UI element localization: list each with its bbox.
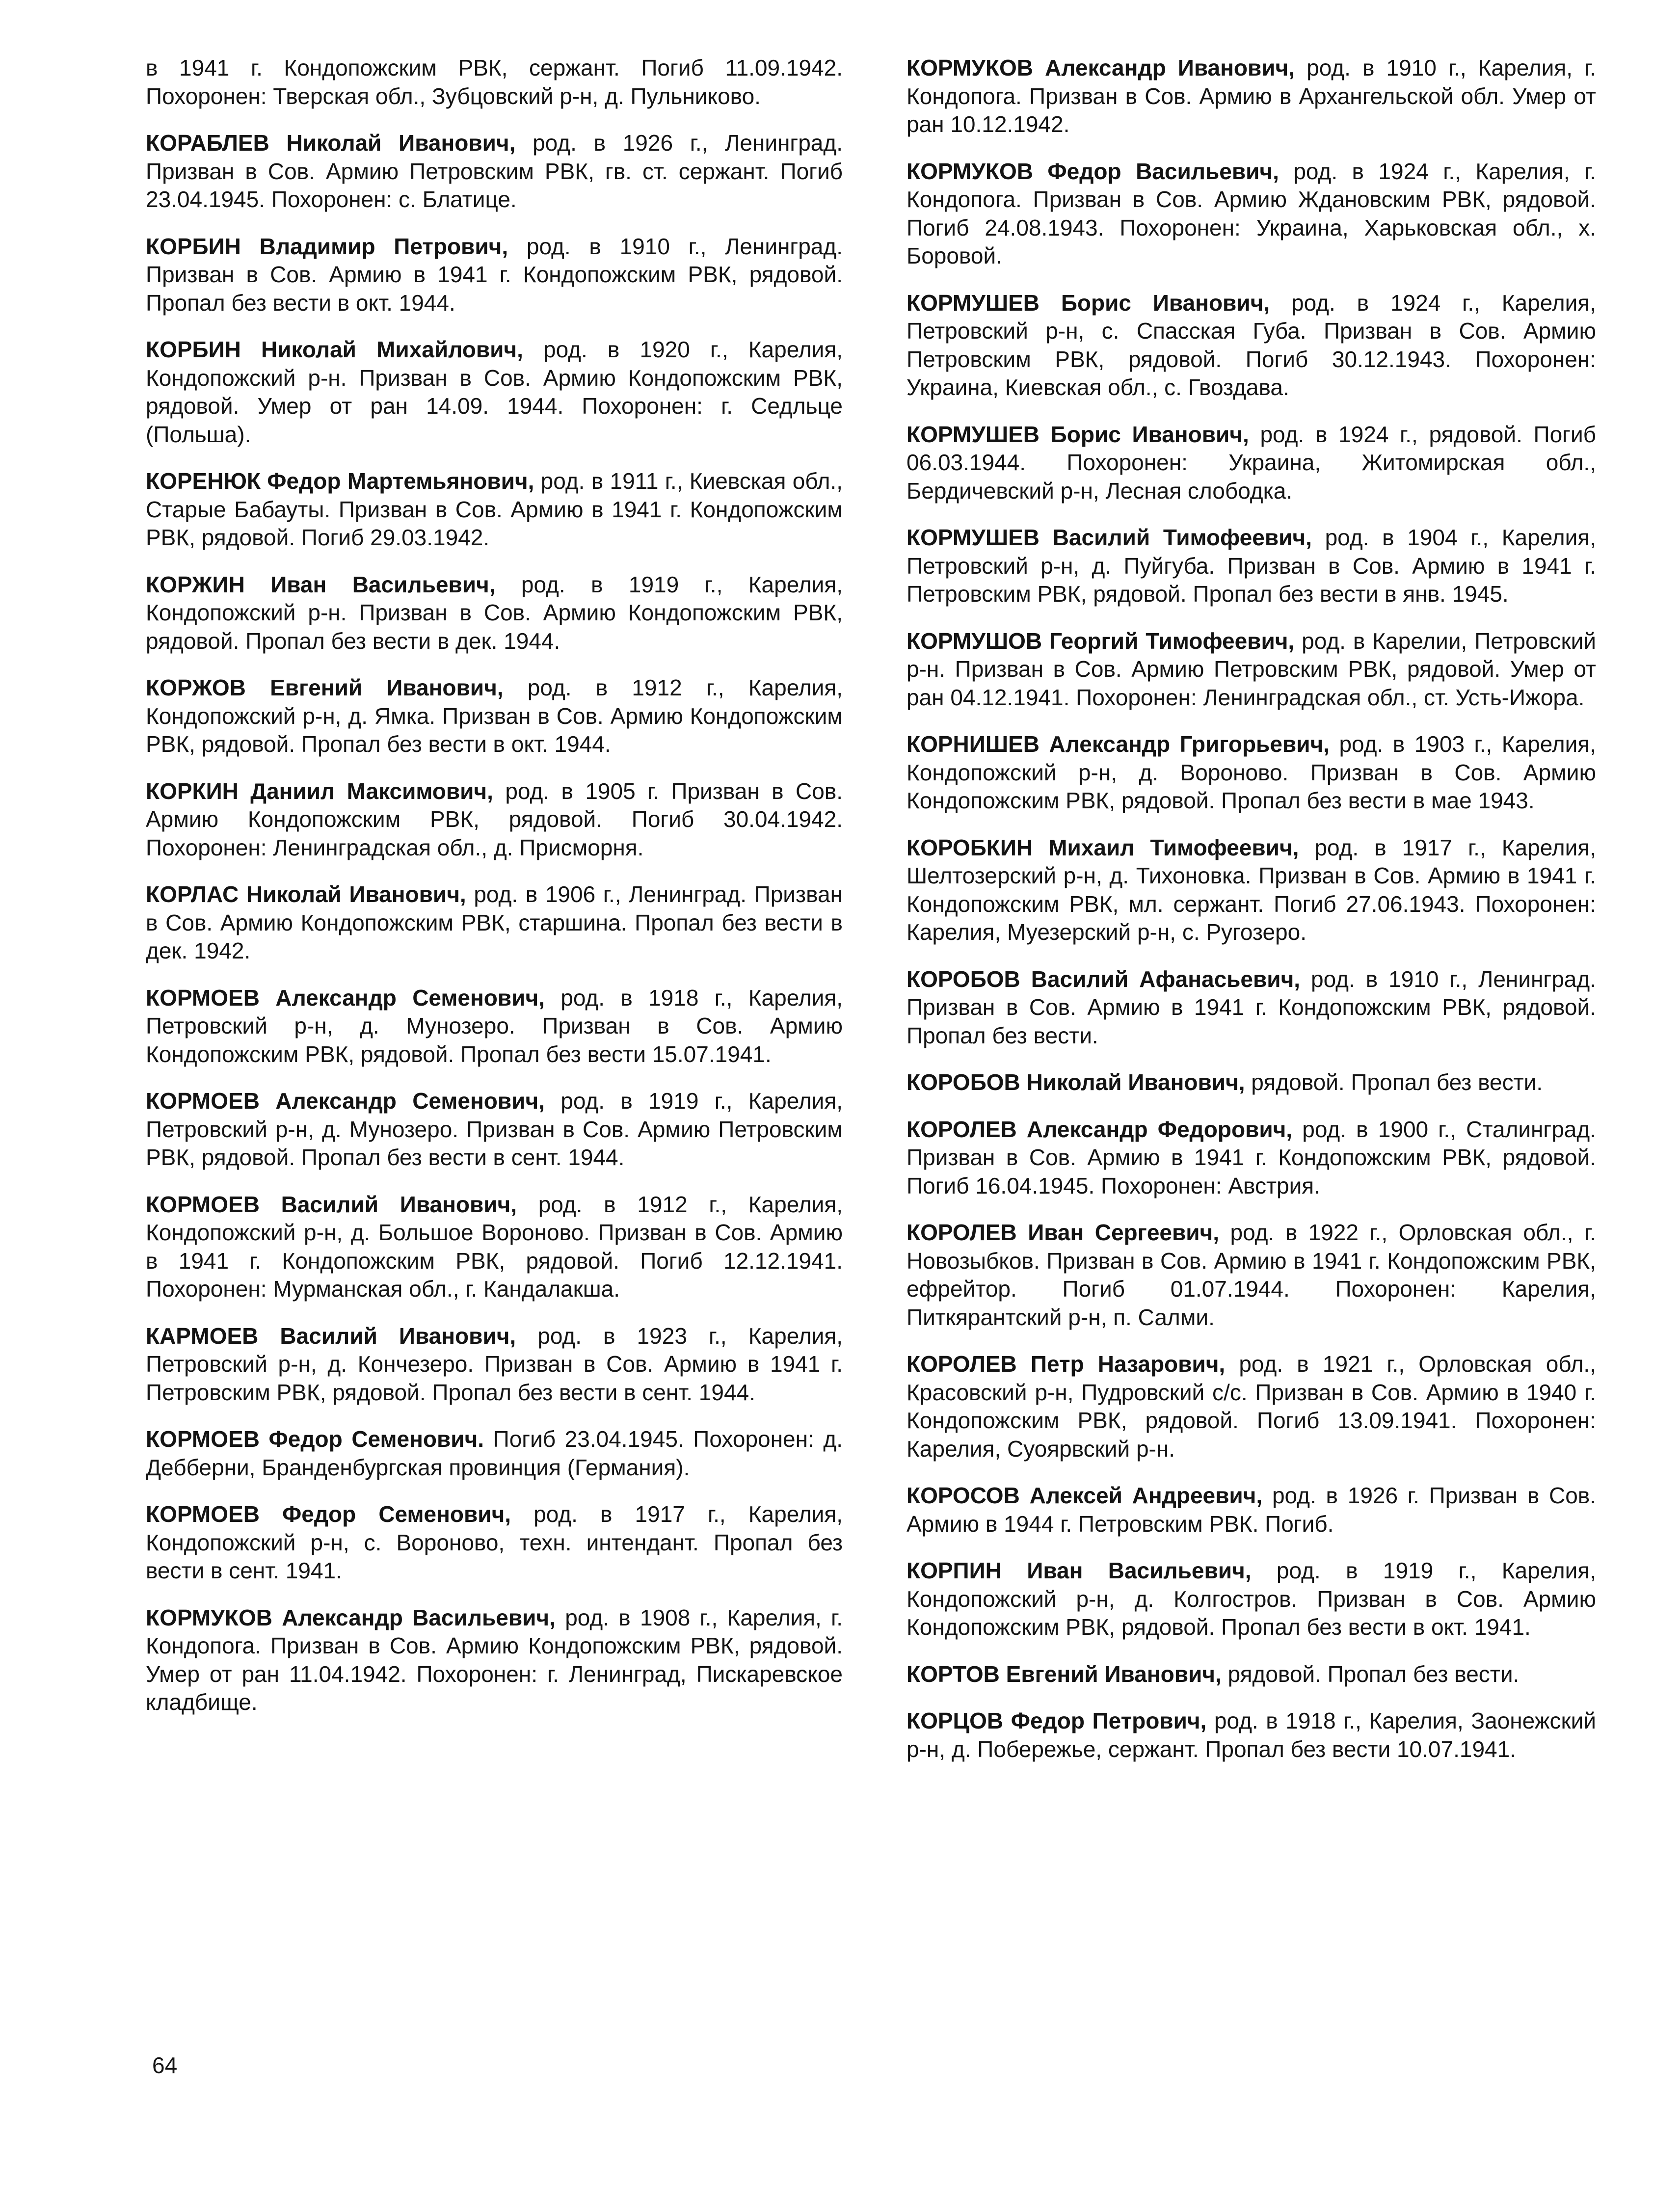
entry-name: КОРМОЕВ Федор Семенович.	[146, 1426, 484, 1452]
entry-name: КОРМОЕВ Александр Семенович,	[146, 985, 545, 1011]
entry-text: род. в 1908 г., Карелия, г. Кондопога. Призван в Сов. Армию Кондопожским РВК, рядовой. Умер от ран 11.04.1942. Похоронен: г. Ленинград, Пискаревское кладбище.	[146, 1604, 843, 1715]
entry-text: род. в 1906 г., Ленинград. Призван в Сов. Армию Кондопожским РВК, старшина. Пропал без вести в дек. 1942.	[146, 881, 843, 963]
entry-name: КОРОБОВ Николай Иванович,	[907, 1069, 1245, 1095]
entry	[907, 834, 1596, 947]
entry-text: род. в 1900 г., Сталинград. Призван в Сов. Армию в 1941 г. Кондопожским РВК, рядовой. Погиб 16.04.1945. Похоронен: Австрия.	[907, 1116, 1596, 1198]
entry	[907, 1116, 1596, 1200]
entry-name: КОРОБОВ Василий Афанасьевич,	[907, 966, 1301, 992]
entry	[146, 674, 843, 759]
entry-name: КОРОБКИН Михаил Тимофеевич,	[907, 834, 1299, 860]
entry-name: КОРТОВ Евгений Иванович,	[907, 1661, 1222, 1687]
entry-text: рядовой. Пропал без вести.	[1245, 1069, 1543, 1095]
entry-text: род. в 1918 г., Карелия, Петровский р-н, д. Мунозеро. Призван в Сов. Армию Кондопожским РВК, рядовой. Пропал без вести 15.07.1941.	[146, 985, 843, 1067]
entry-name: КОРМУКОВ Александр Васильевич,	[146, 1604, 556, 1630]
entry-text: род. в 1903 г., Карелия, Кондопожский р-н, д. Вороново. Призван в Сов. Армию Кондопожским РВК, рядовой. Пропал без вести в мае 1943.	[907, 731, 1596, 813]
entry-text: род. в Карелии, Петровский р-н. Призван в Сов. Армию Петровским РВК, рядовой. Умер от ран 04.12.1941. Похоронен: Ленинградская обл., ст. Усть-Ижора.	[907, 628, 1597, 710]
entry	[146, 880, 843, 965]
entry-name: КОРОСОВ Алексей Андреевич,	[907, 1483, 1263, 1508]
entry	[146, 777, 843, 862]
entry-text: род. в 1911 г., Киевская обл., Старые Бабауты. Призван в Сов. Армию в 1941 г. Кондопожским РВК, рядовой. Погиб 29.03.1942.	[146, 468, 843, 550]
entry-name: КОРКИН Даниил Максимович,	[146, 778, 493, 804]
entry-name: КОРОЛЕВ Петр Назарович,	[907, 1351, 1226, 1377]
entry	[146, 1087, 843, 1172]
entry-text: род. в 1912 г., Карелия, Кондопожский р-н, д. Большое Вороново. Призван в Сов. Армию в 1941 г. Кондопожским РВК, рядовой. Погиб 12.12.1941. Похоронен: Мурманская обл., г. Кандалакша.	[146, 1191, 843, 1302]
entry-text: род. в 1912 г., Карелия, Кондопожский р-н, д. Ямка. Призван в Сов. Армию Кондопожским РВК, рядовой. Пропал без вести в окт. 1944.	[146, 675, 843, 757]
entry-name: КОРМУКОВ Александр Иванович,	[907, 55, 1295, 80]
entry	[146, 984, 843, 1069]
entry-text: род. в 1924 г., Карелия, Петровский р-н, с. Спасская Губа. Призван в Сов. Армию Петровским РВК, рядовой. Погиб 30.12.1943. Похоронен: Украина, Киевская обл., с. Гвоздава.	[907, 290, 1596, 400]
entry-text: род. в 1905 г. Призван в Сов. Армию Кондопожским РВК, рядовой. Погиб 30.04.1942. Похоронен: Ленинградская обл., д. Присморня.	[146, 778, 843, 860]
entry-text: в 1941 г. Кондопожским РВК, сержант. Погиб 11.09.1942. Похоронен: Тверская обл., Зубцовский р-н, д. Пульниково.	[146, 55, 843, 109]
entry	[907, 1660, 1596, 1689]
entry	[146, 1604, 843, 1717]
entry	[907, 1068, 1596, 1097]
entry	[907, 1219, 1596, 1331]
entry-name: КОРМОЕВ Александр Семенович,	[146, 1088, 545, 1114]
entry	[907, 1707, 1596, 1763]
entry-name: КОРОЛЕВ Иван Сергеевич,	[907, 1220, 1220, 1245]
entry	[146, 336, 843, 449]
entry-name: КАРМОЕВ Василий Иванович,	[146, 1323, 516, 1349]
left-column	[146, 54, 843, 1735]
entry-text: род. в 1910 г., Ленинград. Призван в Сов. Армию в 1941 г. Кондопожским РВК, рядовой. Пропал без вести.	[907, 966, 1596, 1048]
entry	[907, 421, 1596, 506]
entry-name: КОРЖОВ Евгений Иванович,	[146, 675, 504, 700]
entry	[146, 1322, 843, 1407]
entry-text: род. в 1926 г. Призван в Сов. Армию в 1944 г. Петровским РВК. Погиб.	[907, 1483, 1597, 1537]
entry	[907, 730, 1596, 815]
entry	[146, 1500, 843, 1585]
entry	[907, 158, 1596, 270]
entry-text: род. в 1919 г., Карелия, Кондопожский р-н, д. Колгостров. Призван в Сов. Армию Кондопожским РВК, рядовой. Пропал без вести в окт. 1941.	[907, 1558, 1596, 1640]
entry	[907, 1482, 1596, 1538]
entry	[146, 1425, 843, 1482]
entry-name: КОРЛАС Николай Иванович,	[146, 881, 466, 907]
entry-name: КОРНИШЕВ Александр Григорьевич,	[907, 731, 1330, 757]
entry-name: КОРМУШЕВ Борис Иванович,	[907, 421, 1249, 447]
entry-text: род. в 1910 г., Ленинград. Призван в Сов. Армию в 1941 г. Кондопожским РВК, рядовой. Пропал без вести в окт. 1944.	[146, 233, 843, 316]
entry-text: род. в 1920 г., Карелия, Кондопожский р-н. Призван в Сов. Армию Кондопожским РВК, рядовой. Умер от ран 14.09. 1944. Похоронен: г. Седльце (Польша).	[146, 337, 843, 447]
entry	[907, 289, 1596, 402]
entry-name: КОРМУШОВ Георгий Тимофеевич,	[907, 628, 1295, 654]
entry-text: род. в 1904 г., Карелия, Петровский р-н, д. Пуйгуба. Призван в Сов. Армию в 1941 г. Петровским РВК, рядовой. Пропал без вести в янв. 1945.	[907, 525, 1596, 607]
entry-name: КОРМОЕВ Федор Семенович,	[146, 1501, 511, 1527]
entry-text: род. в 1910 г., Карелия, г. Кондопога. Призван в Сов. Армию в Архангельской обл. Умер от ран 10.12.1942.	[907, 55, 1597, 137]
entry-text: род. в 1924 г., Карелия, г. Кондопога. Призван в Сов. Армию Ждановским РВК, рядовой. Погиб 24.08.1943. Похоронен: Украина, Харьковская обл., х. Боровой.	[907, 158, 1596, 268]
entry	[146, 467, 843, 552]
entry-text: род. в 1919 г., Карелия, Петровский р-н, д. Мунозеро. Призван в Сов. Армию Петровским РВК, рядовой. Пропал без вести в сент. 1944.	[146, 1088, 843, 1170]
entry-text: род. в 1923 г., Карелия, Петровский р-н, д. Кончезеро. Призван в Сов. Армию в 1941 г. Петровским РВК, рядовой. Пропал без вести в сент. 1944.	[146, 1323, 843, 1405]
entry-name: КОРПИН Иван Васильевич,	[907, 1558, 1252, 1583]
entry-text: род. в 1922 г., Орловская обл., г. Новозыбков. Призван в Сов. Армию в 1941 г. Кондопожским РВК, ефрейтор. Погиб 01.07.1944. Похоронен: Карелия, Питкярантский р-н, п. Салми.	[907, 1220, 1596, 1330]
entry-name: КОРМУКОВ Федор Васильевич,	[907, 158, 1279, 184]
entry	[907, 627, 1596, 712]
entry-text: род. в 1917 г., Карелия, Шелтозерский р-н, д. Тихоновка. Призван в Сов. Армию в 1941 г. Кондопожским РВК, мл. сержант. Погиб 27.06.1943. Похоронен: Карелия, Муезерский р-н, с. Ругозеро.	[907, 834, 1596, 945]
entry-name: КОРМУШЕВ Василий Тимофеевич,	[907, 525, 1312, 550]
entry	[146, 571, 843, 656]
entry-name: КОРМОЕВ Василий Иванович,	[146, 1191, 517, 1217]
entry-name: КОРЦОВ Федор Петрович,	[907, 1708, 1207, 1733]
entry-name: КОРЖИН Иван Васильевич,	[146, 571, 496, 597]
entry	[146, 1191, 843, 1304]
entry	[907, 1350, 1596, 1463]
entry	[907, 965, 1596, 1050]
entry-name: КОРМУШЕВ Борис Иванович,	[907, 290, 1270, 316]
entry-text: род. в 1926 г., Ленинград. Призван в Сов. Армию Петровским РВК, гв. ст. сержант. Погиб 23.04.1945. Похоронен: с. Блатице.	[146, 130, 843, 212]
entry	[146, 129, 843, 214]
right-column	[907, 54, 1596, 1782]
entry	[146, 54, 843, 110]
entry-text: род. в 1921 г., Орловская обл., Красовский р-н, Пудровский с/с. Призван в Сов. Армию в 1940 г. Кондопожским РВК, рядовой. Погиб 13.09.1941. Похоронен: Карелия, Суоярвский р-н.	[907, 1351, 1596, 1462]
entry	[907, 54, 1596, 139]
entry-name: КОРБИН Николай Михайлович,	[146, 337, 523, 362]
page-number: 64	[152, 2052, 178, 2078]
entry-text: род. в 1918 г., Карелия, Заонежский р-н, д. Побережье, сержант. Пропал без вести 10.07.1941.	[907, 1708, 1597, 1762]
entry-text: род. в 1917 г., Карелия, Кондопожский р-н, с. Вороново, техн. интендант. Пропал без вести в сент. 1941.	[146, 1501, 843, 1583]
entry-text: род. в 1924 г., рядовой. Погиб 06.03.1944. Похоронен: Украина, Житомирская обл., Бердичевский р-н, Лесная слободка.	[907, 421, 1597, 504]
entry	[907, 1557, 1596, 1642]
entry-name: КОРЕНЮК Федор Мартемьянович,	[146, 468, 534, 494]
entry-name: КОРАБЛЕВ Николай Иванович,	[146, 130, 516, 156]
entry-text: Погиб 23.04.1945. Похоронен: д. Дебберни, Бранденбургская провинция (Германия).	[146, 1426, 843, 1480]
entry-text: род. в 1919 г., Карелия, Кондопожский р-н. Призван в Сов. Армию Кондопожским РВК, рядовой. Пропал без вести в дек. 1944.	[146, 571, 843, 654]
entry-name: КОРБИН Владимир Петрович,	[146, 233, 508, 259]
entry	[146, 233, 843, 318]
entry	[907, 524, 1596, 609]
entry-text: рядовой. Пропал без вести.	[1221, 1661, 1520, 1687]
entry-name: КОРОЛЕВ Александр Федорович,	[907, 1116, 1293, 1142]
